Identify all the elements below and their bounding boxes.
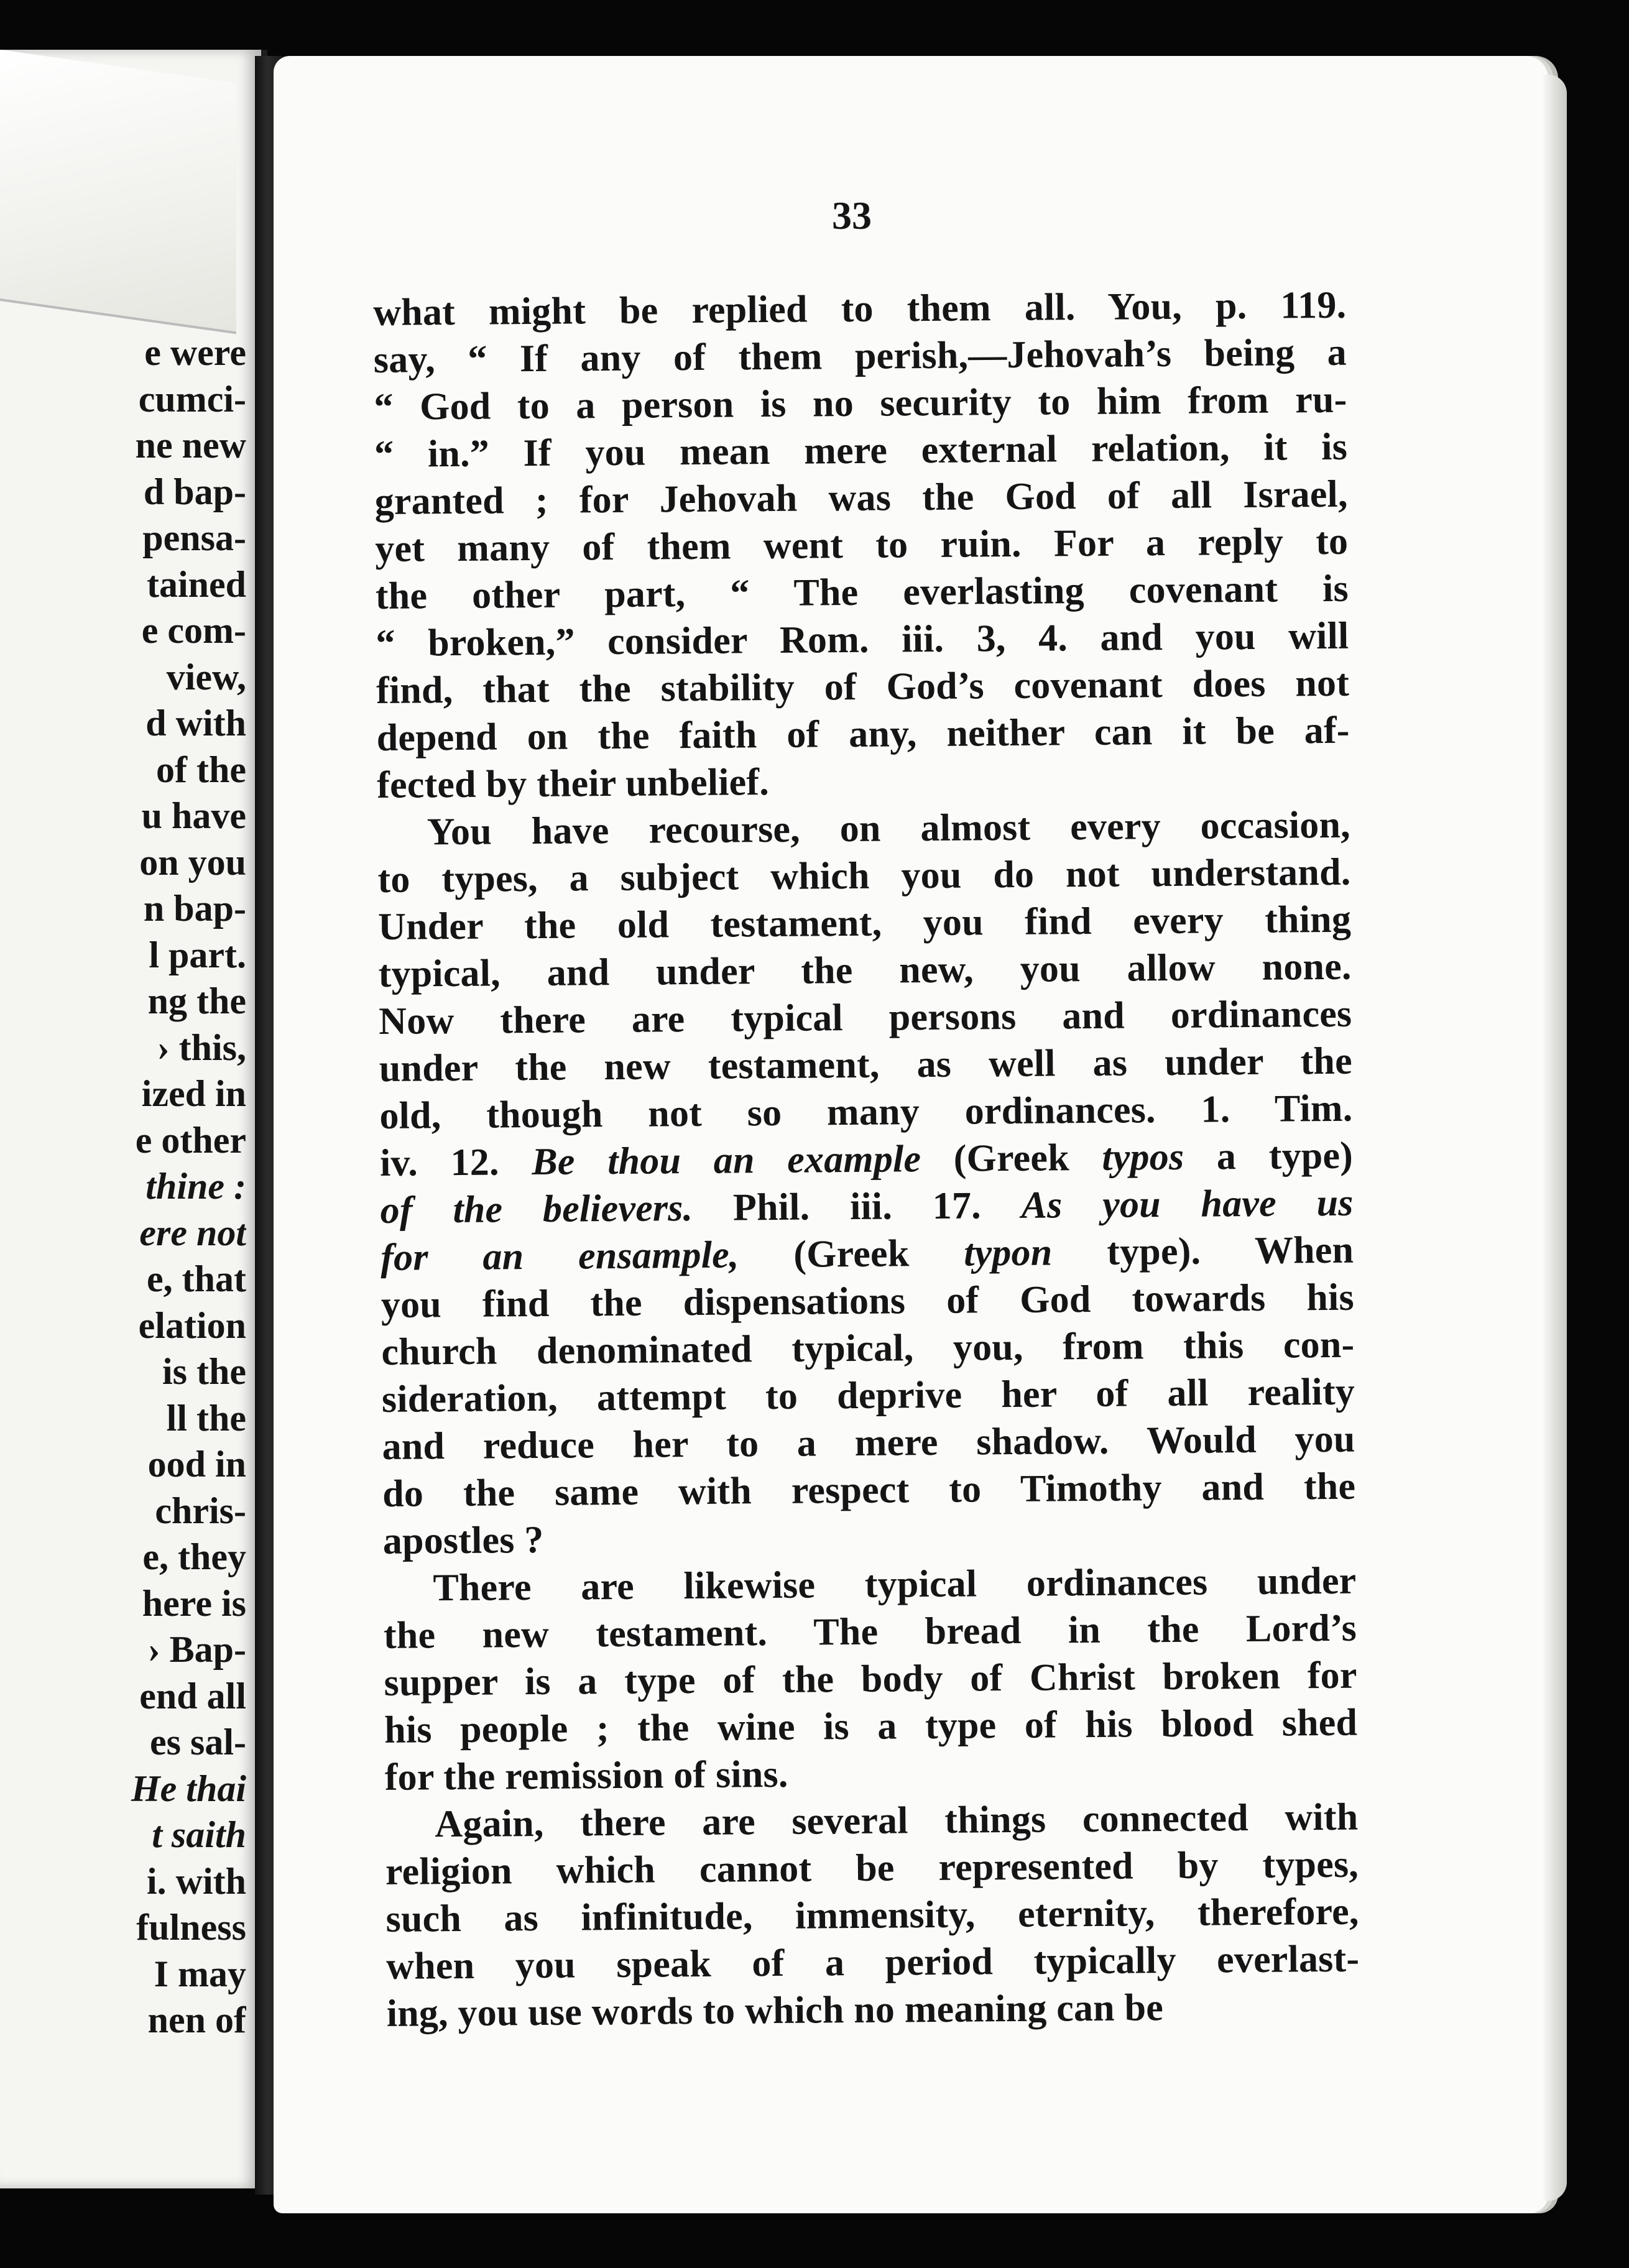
text-line xyxy=(376,707,1350,762)
text-run: fected by their unbelief. xyxy=(377,761,770,806)
previous-page-line: nen of xyxy=(147,1999,246,2040)
text-run: a type) xyxy=(1183,1134,1354,1178)
text-line xyxy=(374,329,1347,384)
previous-page-line: tained xyxy=(146,563,246,605)
previous-page-line: u have xyxy=(141,795,246,836)
previous-page-fragment xyxy=(0,50,267,2188)
text-run: typical, and under the new, you allow none. xyxy=(378,945,1352,995)
previous-page-line: He thai xyxy=(131,1768,246,1809)
previous-page-line: d bap- xyxy=(143,471,246,512)
text-run: under the new testament, as well as under the xyxy=(379,1040,1353,1090)
previous-page-line: pensa- xyxy=(142,517,246,558)
text-line xyxy=(376,660,1350,714)
italic-text: As you have us xyxy=(1021,1181,1354,1227)
previous-page-line: e other xyxy=(135,1119,246,1161)
page-curl xyxy=(0,50,236,334)
text-run: depend on the faith of any, neither can it be af- xyxy=(376,709,1350,759)
text-run: religion which cannot be represented by types, xyxy=(385,1843,1359,1893)
previous-page-line: e, that xyxy=(147,1258,246,1299)
text-run: “ in.” If you mean mere external relation, it is xyxy=(374,425,1348,476)
text-line xyxy=(385,1794,1359,1848)
text-run: (Greek xyxy=(920,1136,1102,1181)
text-run: old, though not so many ordinances. 1. Tim. xyxy=(379,1087,1353,1137)
text-line xyxy=(379,990,1352,1045)
text-run: Under the old testament, you find every thing xyxy=(377,898,1352,948)
italic-text: typos xyxy=(1102,1135,1184,1179)
text-run: ing, you use words to which no meaning can be xyxy=(386,1986,1164,2035)
text-run: type). When xyxy=(1052,1228,1354,1274)
text-line xyxy=(380,1132,1354,1187)
text-run: “ broken,” consider Rom. iii. 3, 4. and you will xyxy=(376,614,1349,665)
text-line xyxy=(376,612,1349,667)
previous-page-line: on you xyxy=(139,841,246,883)
text-line xyxy=(386,1983,1360,2037)
text-run: you find the dispensations of God towards his xyxy=(381,1276,1355,1326)
previous-page-line: elation xyxy=(138,1304,246,1346)
page-number: 33 xyxy=(832,193,872,237)
text-line xyxy=(379,1085,1353,1140)
previous-page-line: ll the xyxy=(166,1397,246,1439)
previous-page-line: cumci- xyxy=(138,378,246,420)
paragraph xyxy=(385,1794,1360,2037)
italic-text: typon xyxy=(963,1231,1053,1275)
text-run: Again, there are several things connected with xyxy=(435,1796,1359,1846)
page-body-text xyxy=(373,282,1360,2037)
previous-page-line: here is xyxy=(142,1582,246,1624)
text-run: supper is a type of the body of Christ broken for xyxy=(384,1654,1357,1704)
text-line xyxy=(385,1841,1359,1896)
text-run: There are likewise typical ordinances under xyxy=(433,1559,1357,1610)
text-line xyxy=(381,1321,1355,1376)
previous-page-line: i. with xyxy=(146,1860,246,1902)
text-line xyxy=(384,1605,1357,1659)
previous-page-line: end all xyxy=(139,1675,246,1717)
previous-page-line: thine : xyxy=(145,1166,246,1207)
text-run: (Greek xyxy=(739,1232,964,1276)
text-run: his people ; the wine is a type of his blood shed xyxy=(384,1701,1358,1751)
previous-page-line: ne new xyxy=(135,425,246,466)
text-run: granted ; for Jehovah was the God of all Israel, xyxy=(374,472,1348,523)
text-run: iv. 12. xyxy=(379,1141,532,1184)
previous-page-line: ng the xyxy=(147,980,246,1021)
text-line xyxy=(374,471,1348,525)
text-line xyxy=(376,565,1349,620)
previous-page-line: l part. xyxy=(149,934,246,975)
text-line xyxy=(384,1699,1358,1754)
text-run: Now there are typical persons and ordinances xyxy=(378,992,1352,1043)
text-line xyxy=(374,376,1347,431)
text-run: apostles ? xyxy=(382,1518,544,1562)
text-line xyxy=(373,282,1347,336)
text-line xyxy=(384,1652,1357,1707)
text-run: the other part, “ The everlasting covenant is xyxy=(375,567,1349,617)
text-run: when you speak of a period typically everlast- xyxy=(385,1937,1360,1988)
text-run: sideration, attempt to deprive her of all reality xyxy=(381,1370,1355,1421)
text-line xyxy=(381,1274,1355,1329)
text-line xyxy=(381,1227,1354,1281)
text-run: yet many of them went to ruin. For a reply to xyxy=(375,520,1349,570)
previous-page-line: es sal- xyxy=(150,1722,246,1763)
previous-page-line: ood in xyxy=(147,1444,246,1485)
text-run: and reduce her to a mere shadow. Would you xyxy=(382,1418,1355,1468)
text-line xyxy=(375,518,1349,573)
text-run: do the same with respect to Timothy and the xyxy=(382,1465,1356,1515)
text-line xyxy=(377,801,1351,856)
text-run: “ God to a person is no security to him from ru- xyxy=(374,378,1347,428)
page-edges xyxy=(1542,75,1567,2201)
previous-page-line: › this, xyxy=(157,1026,246,1068)
previous-page-text xyxy=(10,330,246,2044)
text-line xyxy=(383,1557,1357,1612)
previous-page-line: ized in xyxy=(141,1073,246,1114)
text-run: the new testament. The bread in the Lord’s xyxy=(383,1606,1357,1657)
text-line xyxy=(377,754,1350,809)
previous-page-line: I may xyxy=(154,1953,246,1994)
text-line xyxy=(382,1368,1355,1423)
previous-page-line: ere not xyxy=(139,1212,246,1253)
paragraph xyxy=(373,282,1350,809)
text-line xyxy=(377,849,1351,903)
paragraph xyxy=(377,801,1357,1565)
previous-page-line: fulness xyxy=(136,1907,246,1948)
text-line xyxy=(383,1510,1357,1565)
text-line xyxy=(382,1463,1356,1518)
text-run: Phil. iii. 17. xyxy=(692,1184,1022,1230)
text-run: to types, a subject which you do not understand. xyxy=(377,850,1351,901)
text-run: You have recourse, on almost every occasion, xyxy=(427,803,1351,854)
previous-page-line: of the xyxy=(156,749,246,790)
text-run: say, “ If any of them perish,—Jehovah’s being a xyxy=(373,331,1347,381)
text-run: for the remission of sins. xyxy=(384,1753,788,1799)
text-line xyxy=(385,1746,1359,1801)
previous-page-line: view, xyxy=(166,656,246,698)
text-line xyxy=(374,423,1348,478)
previous-page-line: n bap- xyxy=(143,888,246,929)
previous-page-line: e com- xyxy=(141,610,246,651)
text-run: church denominated typical, you, from this con- xyxy=(381,1323,1355,1373)
previous-page-line: e, they xyxy=(142,1536,246,1577)
text-line xyxy=(382,1416,1355,1470)
previous-page-line: t saith xyxy=(152,1814,246,1855)
text-line xyxy=(379,1038,1353,1092)
text-line xyxy=(380,1179,1354,1234)
text-line xyxy=(378,896,1352,951)
previous-page-line: e were xyxy=(144,332,246,373)
previous-page-line: is the xyxy=(162,1351,246,1392)
text-line xyxy=(386,1935,1360,1990)
text-line xyxy=(378,943,1352,998)
text-run: what might be replied to them all. You, p. 119. xyxy=(373,284,1347,334)
italic-text: Be thou an example xyxy=(532,1138,921,1184)
italic-text: for an ensample, xyxy=(380,1233,739,1279)
previous-page-line: chris- xyxy=(155,1490,246,1531)
paragraph xyxy=(383,1557,1358,1801)
previous-page-line: › Bap- xyxy=(147,1629,246,1670)
text-run: such as infinitude, immensity, eternity, therefore, xyxy=(385,1890,1359,1940)
text-line xyxy=(385,1888,1359,1943)
previous-page-line: d with xyxy=(145,703,246,744)
text-run: find, that the stability of God’s covenant does not xyxy=(376,662,1350,712)
italic-text: of the believers. xyxy=(380,1187,693,1232)
